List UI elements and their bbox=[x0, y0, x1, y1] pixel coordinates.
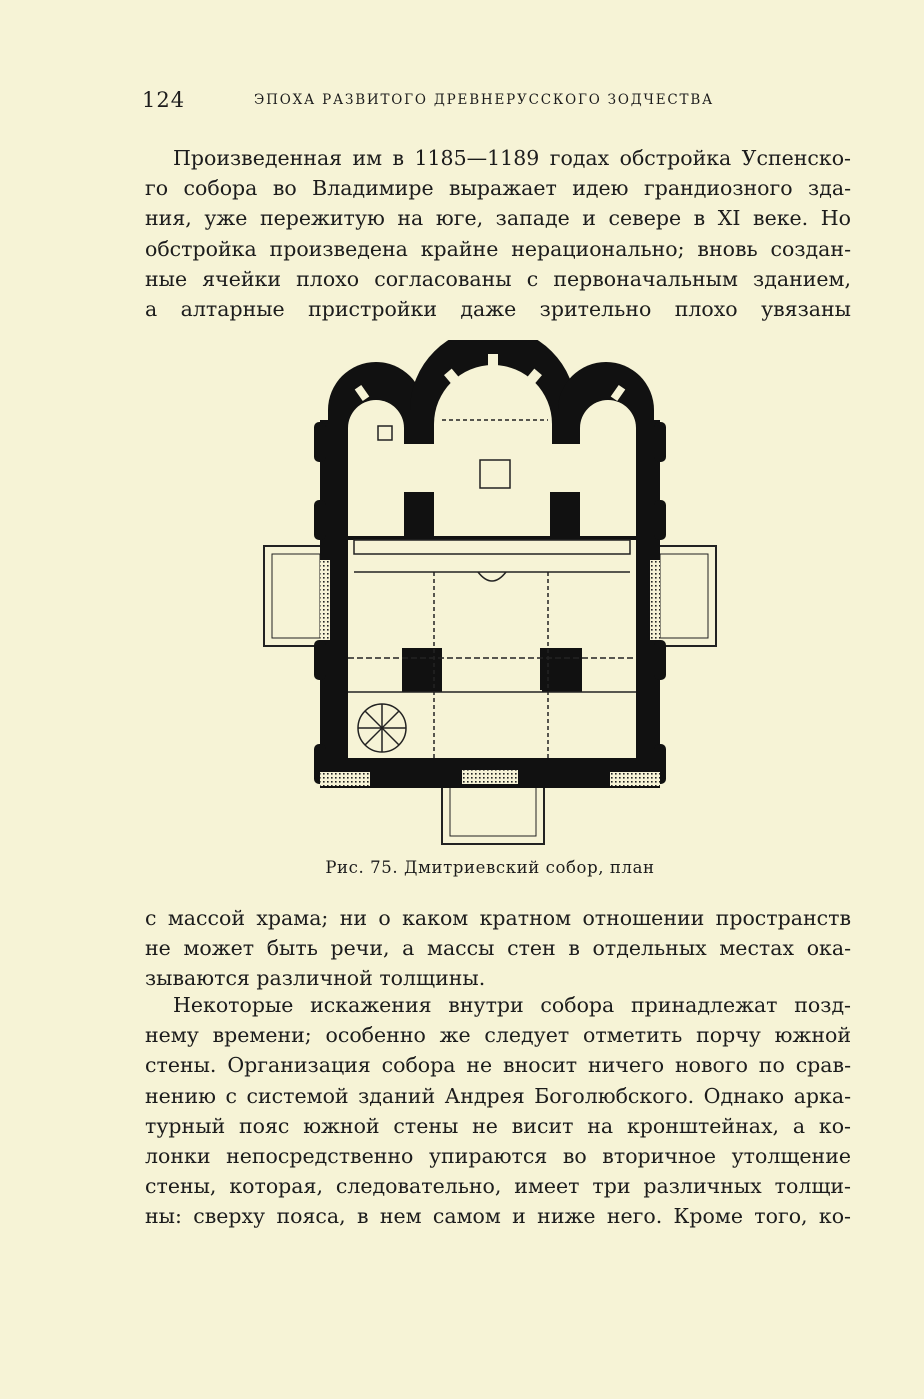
text-line: а алтарные пристройки даже зрительно плохо увязаны bbox=[145, 297, 851, 322]
text-line: ные ячейки плохо согласованы с первоначальным зданием, bbox=[145, 266, 851, 291]
text-line: турный пояс южной стены не висит на кронштейнах, а ко- bbox=[145, 1113, 851, 1138]
text-line: ны: сверху пояса, в нем самом и ниже него. Кроме того, ко- bbox=[145, 1204, 851, 1229]
text-line: стены, которая, следовательно, имеет три различных толщи- bbox=[145, 1174, 851, 1199]
text-line: го собора во Владимире выражает идею грандиозного зда- bbox=[145, 176, 851, 201]
text-line: Некоторые искажения внутри собора принадлежат позд- bbox=[173, 993, 851, 1017]
text-line: обстройка произведена крайне нерационально; вновь создан- bbox=[145, 236, 851, 261]
north-porch bbox=[264, 546, 328, 646]
figure-caption: Рис. 75. Дмитриевский собор, план bbox=[325, 858, 655, 877]
paragraph-1 bbox=[145, 143, 851, 324]
text-line: нему времени; особенно же следует отметить порчу южной bbox=[145, 1023, 851, 1048]
text-line: стены. Организация собора не вносит ничего нового по срав- bbox=[145, 1053, 851, 1078]
paragraph-2 bbox=[145, 903, 851, 994]
south-porch bbox=[652, 546, 716, 646]
page-header bbox=[142, 88, 854, 118]
cathedral-plan-figure bbox=[258, 340, 722, 850]
text-line: лонки непосредственно упираются во вторичное утолщение bbox=[145, 1144, 851, 1169]
text-line: не может быть речи, а массы стен в отдельных местах ока- bbox=[145, 936, 851, 961]
west-porch bbox=[442, 782, 544, 844]
floor-plan-drawing bbox=[258, 340, 722, 850]
text-line: нению с системой зданий Андрея Боголюбского. Однако арка- bbox=[145, 1083, 851, 1108]
paragraph-3 bbox=[145, 990, 851, 1232]
text-line: ния, уже пережитую на юге, западе и севере в XI веке. Но bbox=[145, 206, 851, 231]
text-line: Произведенная им в 1185—1189 годах обстройка Успенско- bbox=[173, 146, 851, 170]
running-head: ЭПОХА РАЗВИТОГО ДРЕВНЕРУССКОГО ЗОДЧЕСТВА bbox=[254, 92, 715, 108]
page-number: 124 bbox=[142, 88, 186, 112]
text-line: зываются различной толщины. bbox=[145, 966, 486, 991]
spiral-staircase bbox=[358, 704, 406, 752]
text-line: с массой храма; ни о каком кратном отношении пространств bbox=[145, 906, 851, 930]
